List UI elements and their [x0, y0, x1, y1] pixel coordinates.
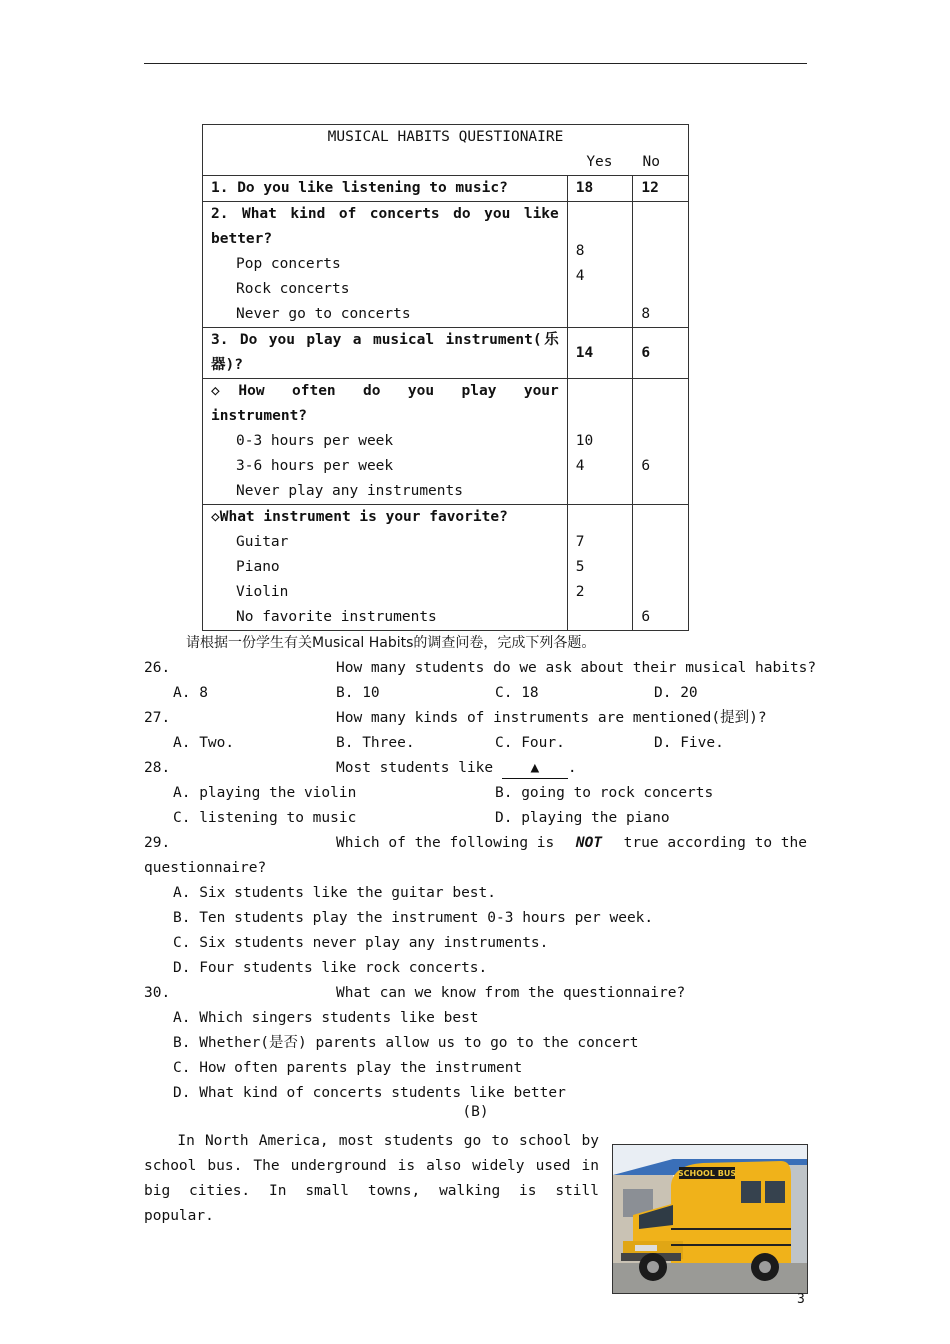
- question-28: 28. Most students like ▲ .: [144, 756, 807, 781]
- option-b: B. Ten students play the instrument 0-3 hours per week.: [173, 910, 654, 926]
- bus-sign-text: SCHOOL BUS: [677, 1169, 737, 1178]
- emphasis-not: NOT: [575, 835, 603, 851]
- q4-text-2: instrument?: [211, 408, 308, 424]
- option-c: C. Six students never play any instruments.: [173, 935, 549, 951]
- option-a: A. 8: [173, 685, 208, 701]
- school-bus-photo: [612, 1144, 808, 1294]
- instruction: 请根据一份学生有关Musical Habits的调查问卷，完成下列各题。: [186, 635, 596, 651]
- q2-text-2: better?: [211, 231, 273, 247]
- option-b: B. Three.: [336, 735, 415, 751]
- section-b-paragraph: In North America, most students go to school by school bus. The underground is also widely used in big cities. In small towns, walking is still popular.: [144, 1133, 599, 1224]
- q5-yes: 2: [575, 584, 585, 600]
- q2-no: 8: [641, 306, 651, 322]
- question-text-2: questionnaire?: [144, 860, 267, 876]
- option-d: D. 20: [654, 685, 698, 701]
- q2-option: Rock concerts: [236, 281, 350, 297]
- questionnaire-title: MUSICAL HABITS QUESTIONAIRE: [327, 129, 564, 145]
- q2-yes: 4: [575, 268, 585, 284]
- option-d: D. Five.: [654, 735, 724, 751]
- q3-text-2: 器)?: [211, 357, 243, 373]
- question-26: [144, 656, 817, 681]
- answer-blank: ▲: [502, 758, 568, 779]
- q5-option: Guitar: [236, 534, 289, 550]
- q4-yes: 10: [575, 433, 594, 449]
- q5-option: Piano: [236, 559, 280, 575]
- section-b-label: (B): [462, 1104, 489, 1120]
- question-number: 28.: [144, 760, 171, 776]
- question-text: What can we know from the questionnaire?: [336, 985, 686, 1001]
- question-number: 30.: [144, 985, 171, 1001]
- q5-yes: 5: [575, 559, 585, 575]
- q4-no: 6: [641, 458, 651, 474]
- yes-header: Yes: [586, 154, 613, 170]
- header-rule: [144, 63, 807, 64]
- q1-text: 1. Do you like listening to music?: [203, 176, 568, 202]
- q4-option: 0-3 hours per week: [236, 433, 394, 449]
- option-c: C. 18: [495, 685, 539, 701]
- question-text: Which of the following is: [336, 835, 555, 851]
- question-number: 26.: [144, 660, 171, 676]
- option-a: A. playing the violin: [173, 785, 357, 801]
- option-d: D. What kind of concerts students like better: [173, 1085, 566, 1101]
- q5-text: ◇What instrument is your favorite?: [211, 509, 508, 525]
- option-c: C. Four.: [495, 735, 565, 751]
- q1-yes: 18: [567, 176, 633, 202]
- q3-no: 6: [633, 328, 689, 379]
- q3-text: 3. Do you play a musical instrument(乐: [211, 332, 559, 348]
- question-number: 27.: [144, 710, 171, 726]
- question-text: Most students like: [336, 760, 494, 776]
- q1-no: 12: [633, 176, 689, 202]
- q4-text: ◇How often do you play your: [211, 383, 559, 399]
- q2-text: 2. What kind of concerts do you like: [211, 206, 559, 222]
- option-a: A. Six students like the guitar best.: [173, 885, 497, 901]
- option-d: D. playing the piano: [495, 810, 670, 826]
- q4-yes: 4: [575, 458, 585, 474]
- option-a: A. Which singers students like best: [173, 1010, 479, 1026]
- option-d: D. Four students like rock concerts.: [173, 960, 488, 976]
- q2-option: Never go to concerts: [236, 306, 411, 322]
- question-text: How many kinds of instruments are mentioned(提到)?: [336, 710, 767, 726]
- no-header: No: [642, 154, 660, 170]
- option-a: A. Two.: [173, 735, 235, 751]
- question-30: [144, 981, 807, 1006]
- question-29: [144, 831, 807, 856]
- question-27: [144, 706, 807, 731]
- option-b: B. Whether(是否) parents allow us to go to the concert: [173, 1035, 639, 1051]
- option-b: B. going to rock concerts: [495, 785, 714, 801]
- question-text: How many students do we ask about their musical habits?: [336, 660, 817, 676]
- option-c: C. How often parents play the instrument: [173, 1060, 523, 1076]
- q5-no: 6: [641, 609, 651, 625]
- q2-option: Pop concerts: [236, 256, 341, 272]
- question-number: 29.: [144, 835, 171, 851]
- option-c: C. listening to music: [173, 810, 357, 826]
- q5-option: No favorite instruments: [236, 609, 437, 625]
- q3-yes: 14: [567, 328, 633, 379]
- questionnaire-table: [202, 124, 689, 631]
- q5-yes: 7: [575, 534, 585, 550]
- question-text-end: true according to the: [623, 835, 807, 851]
- q4-option: 3-6 hours per week: [236, 458, 394, 474]
- q2-yes: 8: [575, 243, 585, 259]
- page-number: 3: [797, 1292, 805, 1307]
- q5-option: Violin: [236, 584, 289, 600]
- option-b: B. 10: [336, 685, 380, 701]
- q4-option: Never play any instruments: [236, 483, 463, 499]
